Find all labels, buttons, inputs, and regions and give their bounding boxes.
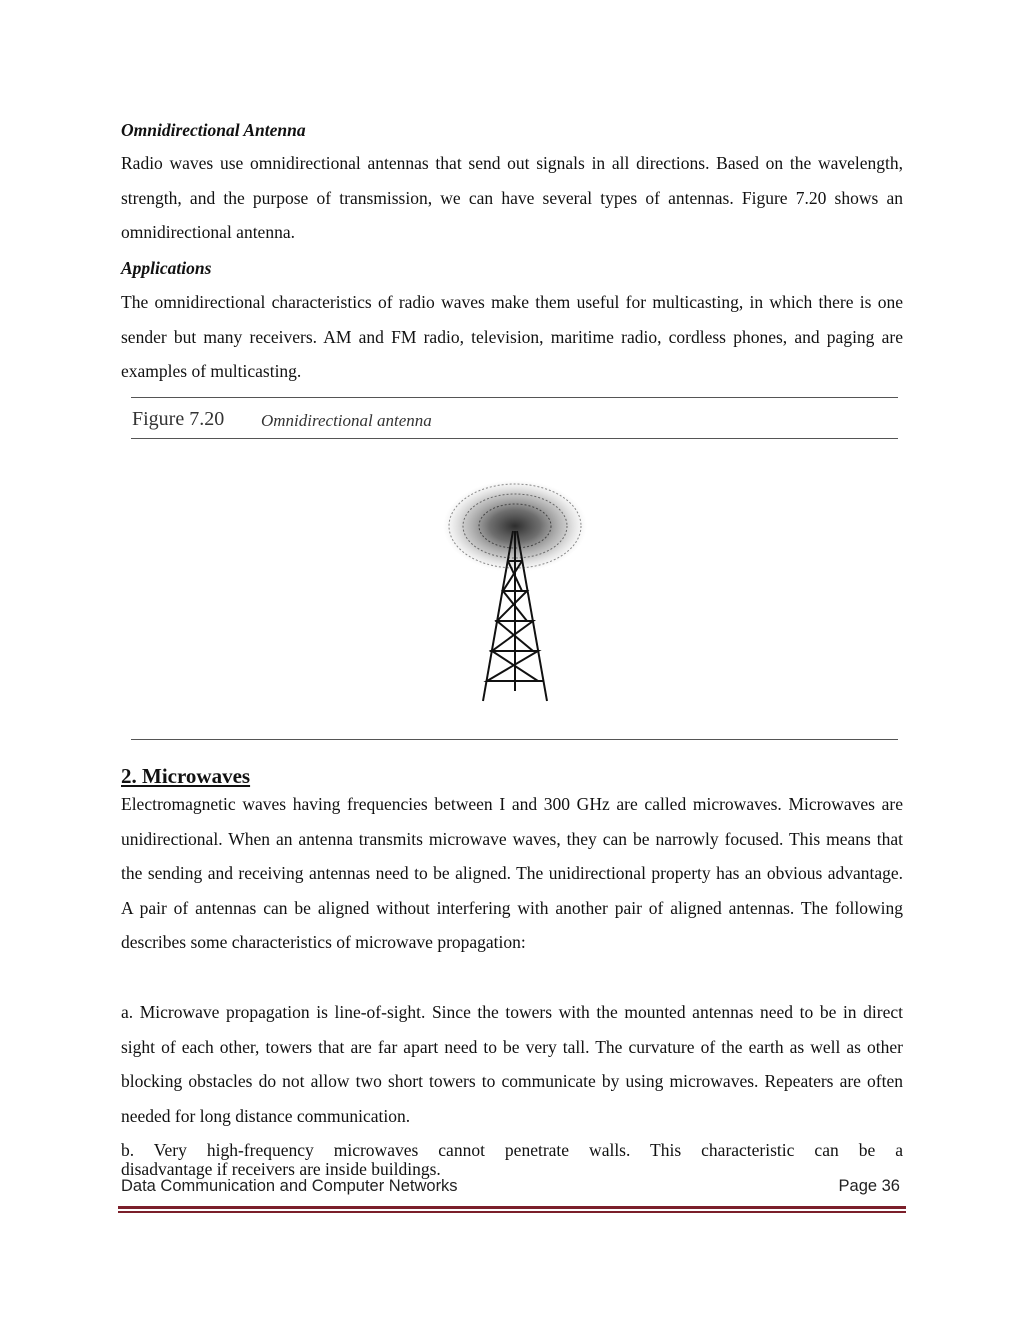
figure-caption-rule [131,438,898,439]
applications-paragraph-block [121,285,903,389]
microwaves-intro-block [121,787,903,960]
applications-heading: Applications [121,258,212,278]
microwaves-intro-paragraph: Electromagnetic waves having frequencies between I and 300 GHz are called microwaves. Microwaves are unidirectional. When an antenna transmits microwave waves, they can be narrowly focused. This means that the sending and receiving antennas need to be aligned. The unidirectional property has an obvious advantage. A pair of antennas can be aligned without interfering with another pair of aligned antennas. The following describes some characteristics of microwave propagation: [121,794,903,952]
omni-paragraph: Radio waves use omnidirectional antennas that send out signals in all directions. Based on the wavelength, strength, and the purpose of transmission, we can have several types of antennas. Figure 7.20 shows an omnidirectional antenna. [121,153,903,242]
point-b-line2-block [121,1159,903,1179]
omni-paragraph-block [121,146,903,250]
microwaves-point-b-line1: b. Very high-frequency microwaves cannot penetrate walls. This characteristic can be a [121,1140,903,1160]
figure-bottom-rule [131,739,898,740]
microwaves-point-a: a. Microwave propagation is line-of-sight. Since the towers with the mounted antennas need to be in direct sight of each other, towers that are far apart need to be very tall. The curvature of the earth as well as other blocking obstacles do not allow two short towers to communicate by using microwaves. Repeaters are often needed for long distance communication. [121,1002,903,1126]
footer-course-title: Data Communication and Computer Networks [121,1177,458,1195]
applications-paragraph: The omnidirectional characteristics of radio waves make them useful for multicasting, in which there is one sender but many receivers. AM and FM radio, television, maritime radio, cordless phones, and paging are examples of multicasting. [121,292,903,381]
omnidirectional-antenna-heading: Omnidirectional Antenna [121,120,306,140]
footer-rule-thick [118,1206,906,1209]
footer-page-number: Page 36 [838,1177,900,1195]
microwaves-heading: 2. Microwaves [121,764,251,788]
figure-number: Figure 7.20 [132,408,225,430]
microwaves-point-b-line2: disadvantage if receivers are inside buildings. [121,1159,441,1179]
point-a-block [121,995,903,1133]
figure-top-rule [131,397,898,398]
footer-rule-thin [118,1211,906,1213]
figure-caption [131,406,898,436]
radio-tower-icon [440,476,590,711]
figure-title: Omnidirectional antenna [261,411,432,430]
